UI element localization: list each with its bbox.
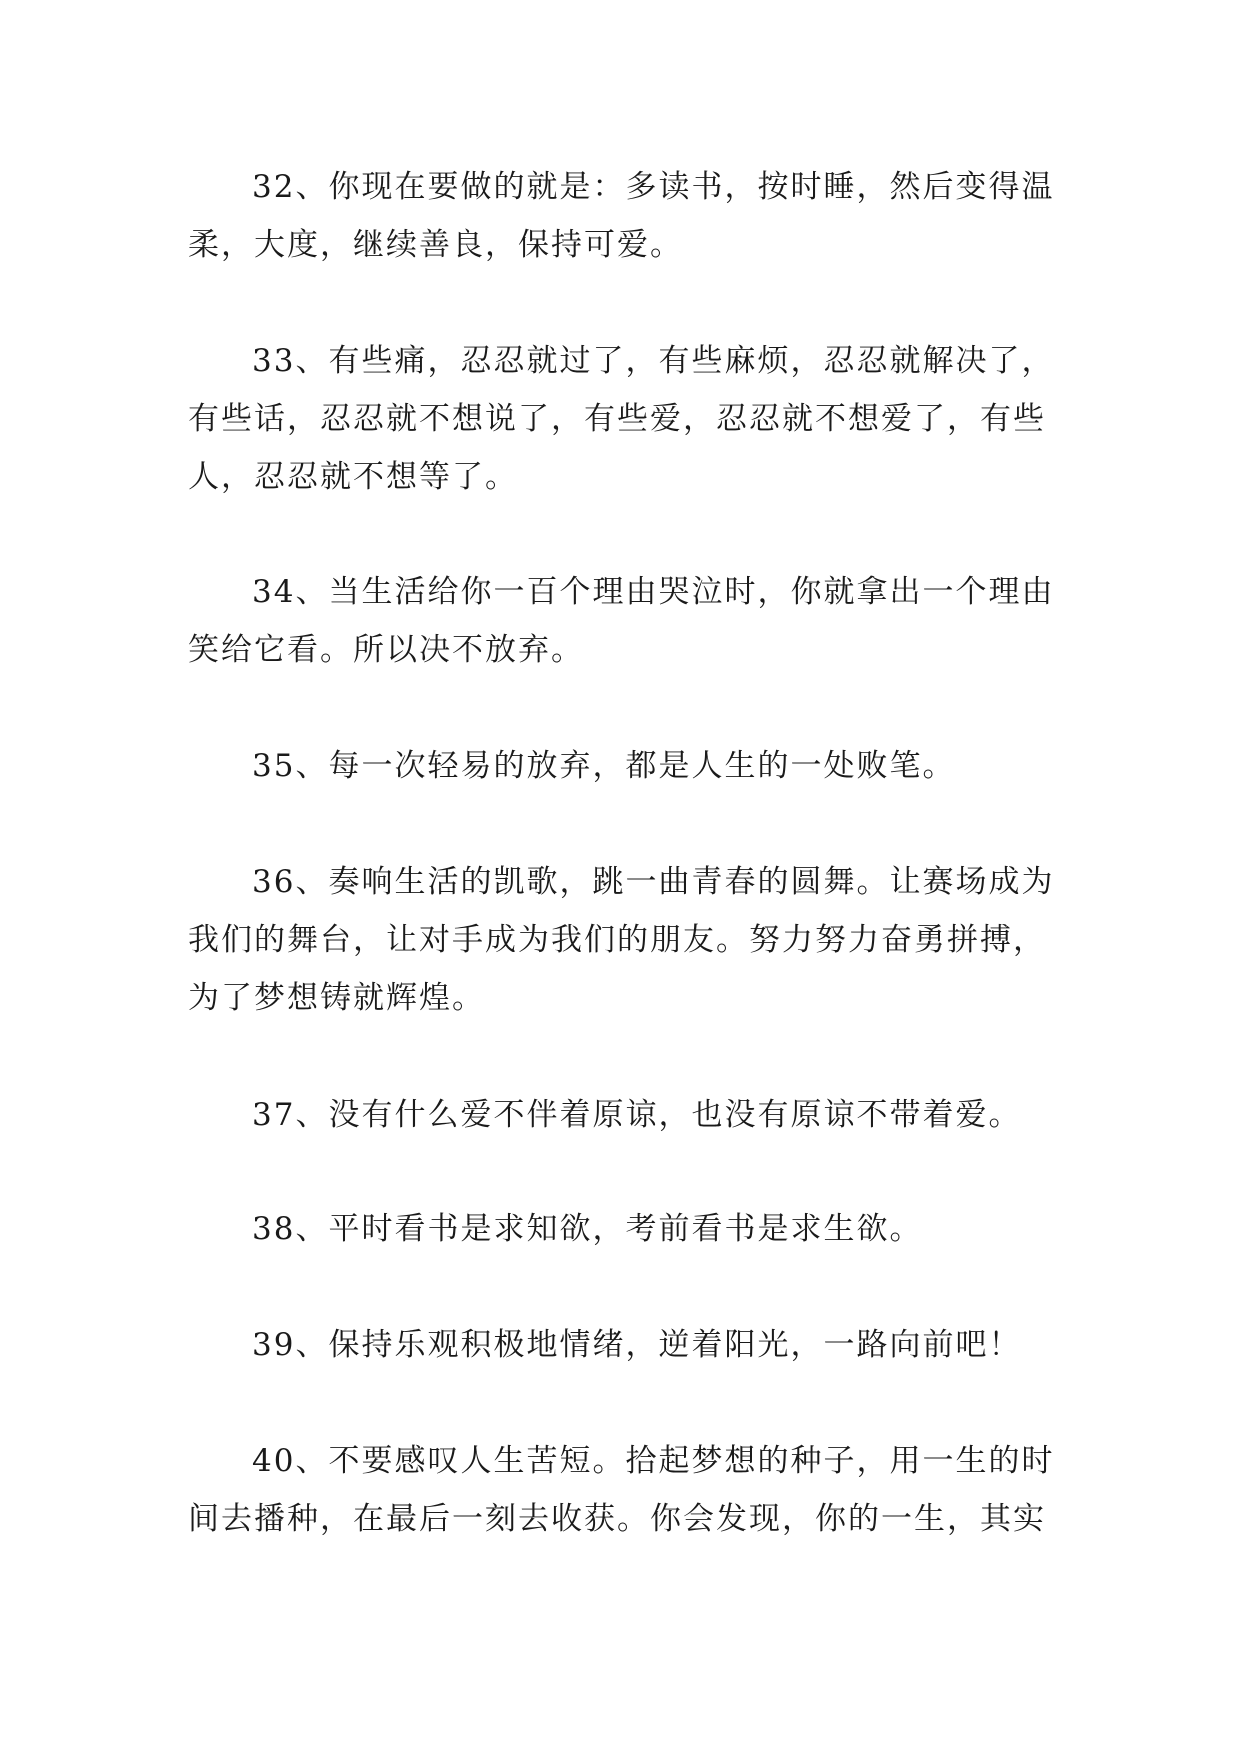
- paragraph-35: 35、每一次轻易的放弃，都是人生的一处败笔。: [252, 748, 956, 784]
- paragraph-39: 39、保持乐观积极地情绪，逆着阳光，一路向前吧！: [252, 1327, 1022, 1363]
- paragraph-36: 36、奏响生活的凯歌，跳一曲青春的圆舞。让赛场成为我们的舞台，让对手成为我们的朋友。努力努力奋勇拼搏，为了梦想铸就辉煌。: [188, 864, 1055, 1016]
- paragraph-37: 37、没有什么爱不伴着原谅，也没有原谅不带着爱。: [252, 1097, 1022, 1133]
- paragraph-32: 32、你现在要做的就是：多读书，按时睡，然后变得温柔，大度，继续善良，保持可爱。: [188, 169, 1055, 263]
- paragraph-34: 34、当生活给你一百个理由哭泣时，你就拿出一个理由笑给它看。所以决不放弃。: [188, 574, 1055, 668]
- paragraph-38: 38、平时看书是求知欲，考前看书是求生欲。: [252, 1211, 923, 1247]
- paragraph-40: 40、不要感叹人生苦短。拾起梦想的种子，用一生的时间去播种，在最后一刻去收获。你会发现，你的一生，其实: [188, 1443, 1055, 1537]
- paragraph-33: 33、有些痛，忍忍就过了，有些麻烦，忍忍就解决了，有些话，忍忍就不想说了，有些爱，忍忍就不想爱了，有些人，忍忍就不想等了。: [188, 343, 1055, 495]
